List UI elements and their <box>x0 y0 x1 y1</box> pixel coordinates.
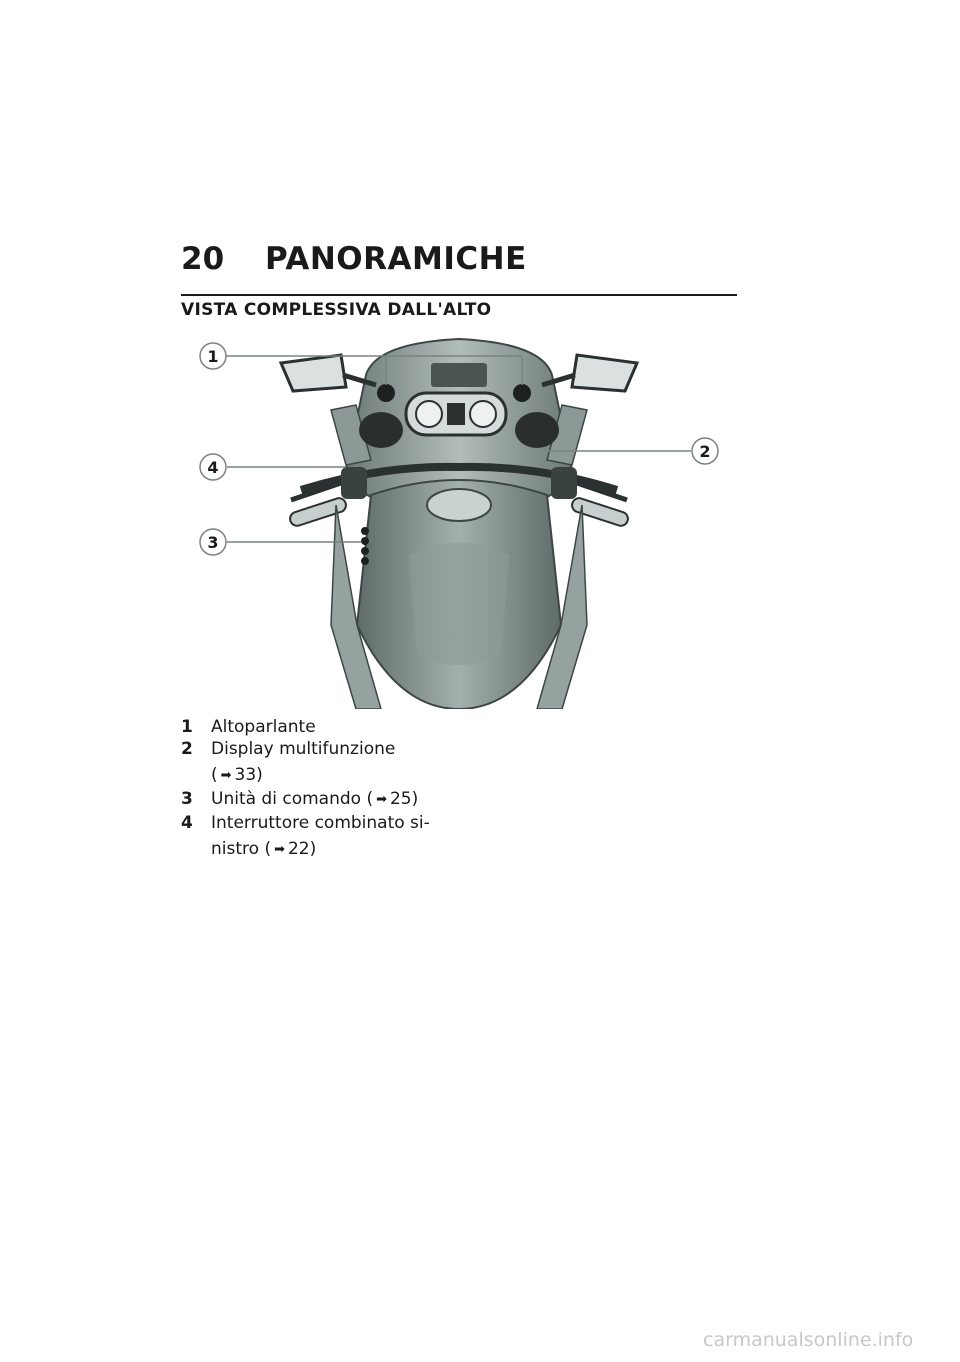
chapter-title: PANORAMICHE <box>265 241 527 277</box>
callout-3 <box>200 529 226 555</box>
legend-text: Unità di comando ( <box>211 789 374 809</box>
open-paren: ( <box>211 765 218 785</box>
arrow-right-icon: ➡ <box>376 792 387 807</box>
svg-text:3: 3 <box>207 533 219 552</box>
legend-list <box>181 716 481 862</box>
legend-item <box>181 716 481 738</box>
page-ref-value: 33) <box>234 765 263 785</box>
legend-text: Altoparlante <box>211 717 316 737</box>
legend-page-ref <box>211 764 481 788</box>
section-title: VISTA COMPLESSIVA DALL'ALTO <box>181 300 492 320</box>
legend-text: Display multifunzione <box>211 739 396 759</box>
motorcycle-top-view-figure <box>181 325 737 709</box>
legend-number: 2 <box>181 739 193 759</box>
motorcycle-illustration <box>181 325 737 709</box>
legend-item <box>181 738 481 788</box>
page-ref-value: 25) <box>389 789 419 809</box>
page-number: 20 <box>181 241 225 277</box>
page-ref-value: 22) <box>287 839 317 859</box>
legend-page-ref <box>211 838 481 862</box>
arrow-right-icon: ➡ <box>274 842 285 857</box>
callout-2 <box>692 438 718 464</box>
legend-item <box>181 812 481 862</box>
svg-text:1: 1 <box>207 347 219 366</box>
legend-text: Interruttore combinato si- <box>211 813 430 833</box>
legend-number: 4 <box>181 813 193 833</box>
legend-number: 3 <box>181 789 193 809</box>
header-rule <box>181 294 737 296</box>
arrow-right-icon: ➡ <box>220 768 232 783</box>
legend-item <box>181 788 481 812</box>
watermark: carmanualsonline.info <box>703 1329 914 1351</box>
legend-text-continued: nistro ( <box>211 839 272 859</box>
svg-text:2: 2 <box>699 442 711 461</box>
svg-text:4: 4 <box>207 458 219 477</box>
callout-1 <box>200 343 226 369</box>
callout-4 <box>200 454 226 480</box>
legend-number: 1 <box>181 717 193 737</box>
